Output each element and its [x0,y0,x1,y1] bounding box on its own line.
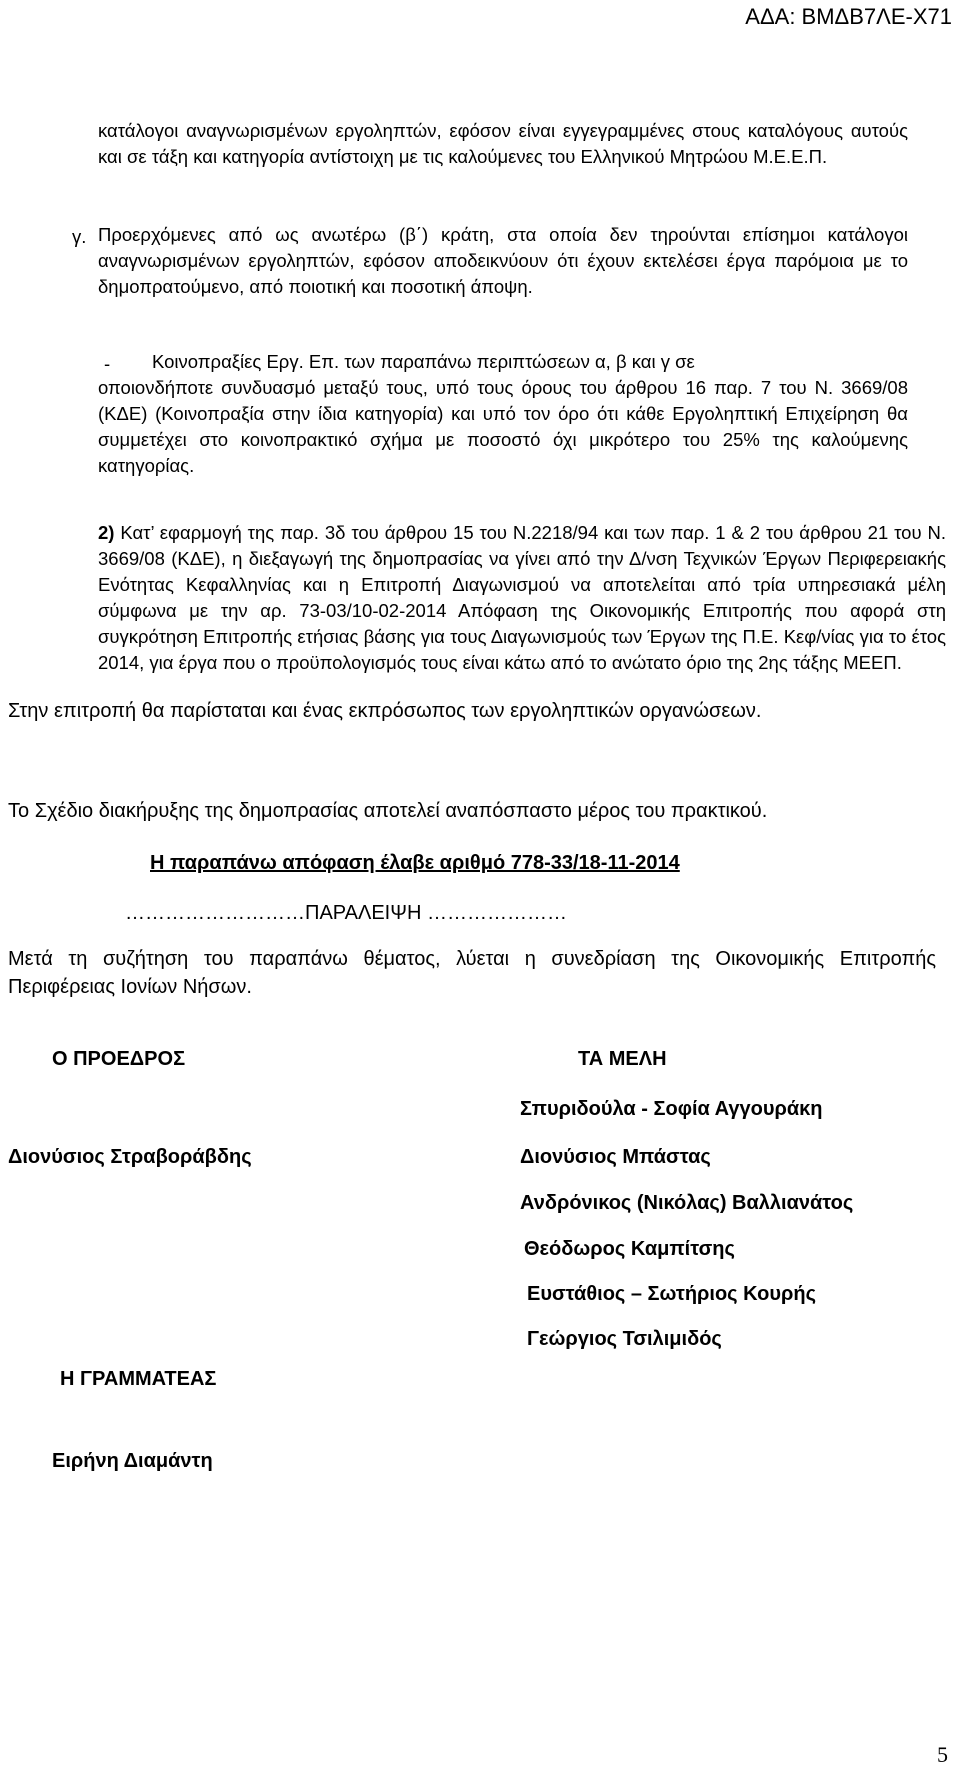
closing-paragraph: Μετά τη συζήτηση του παραπάνω θέματος, λύεται η συνεδρίαση της Οικονομικής Επιτροπής Περιφέρειας Ιονίων Νήσων. [8,948,936,998]
decision-number: Η παραπάνω απόφαση έλαβε αριθμό 778-33/18-11-2014 [150,852,680,874]
item-marker-g: γ. [72,226,87,247]
president-name: Διονύσιος Στραβοράβδης [8,1146,252,1168]
document-id: ΑΔΑ: ΒΜΔΒ7ΛΕ-Χ71 [745,4,952,29]
section-2-last-line: Στην επιτροπή θα παρίσταται και ένας εκπρόσωπος των εργοληπτικών οργανώσεων. [8,700,762,722]
paragraph-joint-ventures: οποιονδήποτε συνδυασμό μεταξύ τους, υπό τους όρους του άρθρου 16 παρ. 7 του Ν. 3669/08 (ΚΔΕ) (Κοινοπραξία στην ίδια κατηγορία) και υπό τον όρο ότι κάθε Εργοληπτική Επιχείρηση θα συμμετέχει στο κοινοπρακτικό σχήμα με ποσοστό όχι μικρότερο του 25% της καλούμενης κατηγορίας. [98,377,908,476]
item-marker-dash: - [104,353,111,374]
president-title: Ο ΠΡΟΕΔΡΟΣ [52,1048,186,1070]
paragraph-registries: κατάλογοι αναγνωρισμένων εργοληπτών, εφόσον είναι εγγεγραμμένες στους καταλόγους αυτούς και σε τάξη και κατηγορία αντίστοιχη με τις καλούμενες του Ελληνικού Μητρώου Μ.Ε.Ε.Π. [98,120,908,167]
member-2: Διονύσιος Μπάστας [520,1146,711,1168]
omission-line: ………………………ΠΑΡΑΛΕΙΨΗ ………………… [125,902,567,924]
section-2 [98,520,946,676]
secretary-name: Ειρήνη Διαμάντη [52,1450,213,1472]
plan-note: Το Σχέδιο διακήρυξης της δημοπρασίας αποτελεί αναπόσπαστο μέρος του πρακτικού. [8,800,768,822]
member-3: Ανδρόνικος (Νικόλας) Βαλλιανάτος [520,1192,854,1214]
member-1: Σπυριδούλα - Σοφία Αγγουράκη [520,1098,823,1120]
paragraph-origin-states: Προερχόμενες από ως ανωτέρω (β΄) κράτη, στα οποία δεν τηρούνται επίσημοι κατάλογοι αναγνωρισμένων εργοληπτών, εφόσον αποδεικνύουν ότι έχουν εκτελέσει έργα παρόμοια με το δημοπρατούμενο, από ποιοτική και ποσοτική άποψη. [98,224,908,297]
section-2-number: 2) [98,522,115,543]
section-2-text: Κατ’ εφαρμογή της παρ. 3δ του άρθρου 15 του Ν.2218/94 και των παρ. 1 & 2 του άρθρου 21 του Ν. 3669/08 (ΚΔΕ), η διεξαγωγή της δημοπρασίας να γίνει από την Δ/νση Τεχνικών Έργων Περιφερειακής Ενότητας Κεφαλληνίας και η Επιτροπή Διαγωνισμού να αποτελείται από τρία υπηρεσιακά μέλη σύμφωνα με την αρ. 73-03/10-02-2014 Απόφαση της Οικονομικής Επιτροπής που αφορά στη συγκρότηση Επιτροπής ετήσιας βάσης για τους Διαγωνισμούς των Έργων της Π.Ε. Κεφ/νίας για το έτος 2014, για έργα που ο προϋπολογισμός τους είναι κάτω από το ανώτατο όριο της 2ης τάξης ΜΕΕΠ. [98,522,946,673]
member-6: Γεώργιος Τσιλιμιδός [527,1328,722,1350]
member-5: Ευστάθιος – Σωτήριος Κουρής [527,1283,816,1305]
members-title: ΤΑ ΜΕΛΗ [578,1048,667,1070]
member-4: Θεόδωρος Καμπίτσης [524,1238,735,1260]
secretary-title: Η ΓΡΑΜΜΑΤΕΑΣ [60,1368,217,1390]
page-number: 5 [937,1742,948,1767]
paragraph-joint-ventures-first: Κοινοπραξίες Εργ. Επ. των παραπάνω περιπτώσεων α, β και γ σε [152,351,695,372]
